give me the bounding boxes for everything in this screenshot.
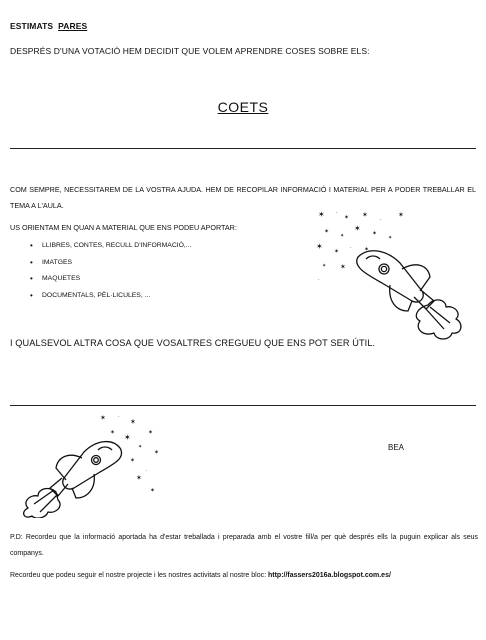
svg-text:✶: ✶ bbox=[130, 418, 136, 426]
svg-text:✶: ✶ bbox=[362, 211, 368, 219]
svg-text:✶: ✶ bbox=[340, 233, 345, 239]
blog-note bbox=[10, 572, 391, 579]
greeting-prefix: ESTIMATS bbox=[10, 21, 54, 31]
postscript: P.D: Recordeu que la informació aportada ha d'estar treballada i preparada amb el vostre fill/a per què després ells la puguin explicar als seus companys. bbox=[10, 534, 478, 557]
signature: BEA bbox=[388, 443, 405, 452]
list-item: • MAQUETES bbox=[30, 271, 191, 288]
svg-text:✶: ✶ bbox=[148, 429, 154, 436]
svg-text:✶: ✶ bbox=[110, 429, 116, 436]
svg-text:·: · bbox=[318, 277, 320, 283]
svg-text:·: · bbox=[350, 245, 352, 251]
divider-bottom bbox=[10, 405, 476, 406]
materials-list bbox=[10, 238, 191, 304]
svg-text:✶: ✶ bbox=[318, 210, 325, 219]
svg-text:✶: ✶ bbox=[340, 263, 346, 271]
intro-text: DESPRÉS D'UNA VOTACIÓ HEM DECIDIT QUE VOLEM APRENDRE COSES SOBRE ELS: bbox=[10, 46, 370, 56]
svg-text:·: · bbox=[146, 468, 148, 474]
svg-text:✶: ✶ bbox=[322, 263, 327, 269]
help-paragraph: COM SEMPRE, NECESSITAREM DE LA VOSTRA AJUDA. HEM DE RECOPILAR INFORMACIÓ I MATERIAL PER A PODER TREBALLAR EL TEMA A L'AULA. bbox=[10, 185, 476, 210]
svg-text:✶: ✶ bbox=[130, 457, 136, 464]
svg-text:✶: ✶ bbox=[136, 474, 142, 482]
svg-text:✶: ✶ bbox=[150, 487, 156, 494]
blog-link[interactable]: http://fassers2016a.blogspot.com.es/ bbox=[267, 572, 391, 579]
greeting-word: PARES bbox=[58, 21, 88, 31]
svg-text:✶: ✶ bbox=[334, 248, 340, 255]
svg-text:✶: ✶ bbox=[316, 242, 323, 251]
svg-text:✶: ✶ bbox=[372, 230, 378, 237]
materials-intro: US ORIENTAM EN QUAN A MATERIAL QUE ENS PODEU APORTAR: bbox=[10, 223, 237, 232]
svg-text:✶: ✶ bbox=[388, 235, 393, 241]
svg-text:·: · bbox=[118, 414, 120, 420]
divider-top bbox=[10, 148, 476, 149]
svg-text:✶: ✶ bbox=[100, 414, 106, 422]
svg-text:✶: ✶ bbox=[138, 444, 143, 450]
list-item: • LLIBRES, CONTES, RECULL D'INFORMACIÓ,... bbox=[30, 238, 191, 255]
svg-text:✶: ✶ bbox=[154, 449, 160, 456]
page-title: COETS bbox=[217, 99, 269, 115]
svg-text:✶: ✶ bbox=[124, 433, 131, 442]
list-item: • IMATGES bbox=[30, 255, 191, 272]
blog-text: Recordeu que podeu seguir el nostre projecte i les nostres activitats al nostre bloc: bbox=[10, 572, 267, 579]
svg-text:·: · bbox=[336, 210, 338, 216]
list-item: • DOCUMENTALS, PÈL·LICULES, ... bbox=[30, 288, 191, 305]
svg-text:✶: ✶ bbox=[364, 246, 370, 253]
rocket-illustration-left bbox=[20, 408, 170, 518]
rocket-illustration-right bbox=[310, 205, 478, 340]
svg-text:✶: ✶ bbox=[354, 224, 361, 233]
greeting bbox=[10, 21, 87, 31]
svg-text:✶: ✶ bbox=[344, 214, 350, 221]
svg-text:✶: ✶ bbox=[324, 228, 330, 235]
svg-text:·: · bbox=[380, 217, 382, 223]
svg-text:✶: ✶ bbox=[398, 211, 404, 219]
closing-line: I QUALSEVOL ALTRA COSA QUE VOSALTRES CREGUEU QUE ENS POT SER ÚTIL. bbox=[10, 338, 376, 348]
